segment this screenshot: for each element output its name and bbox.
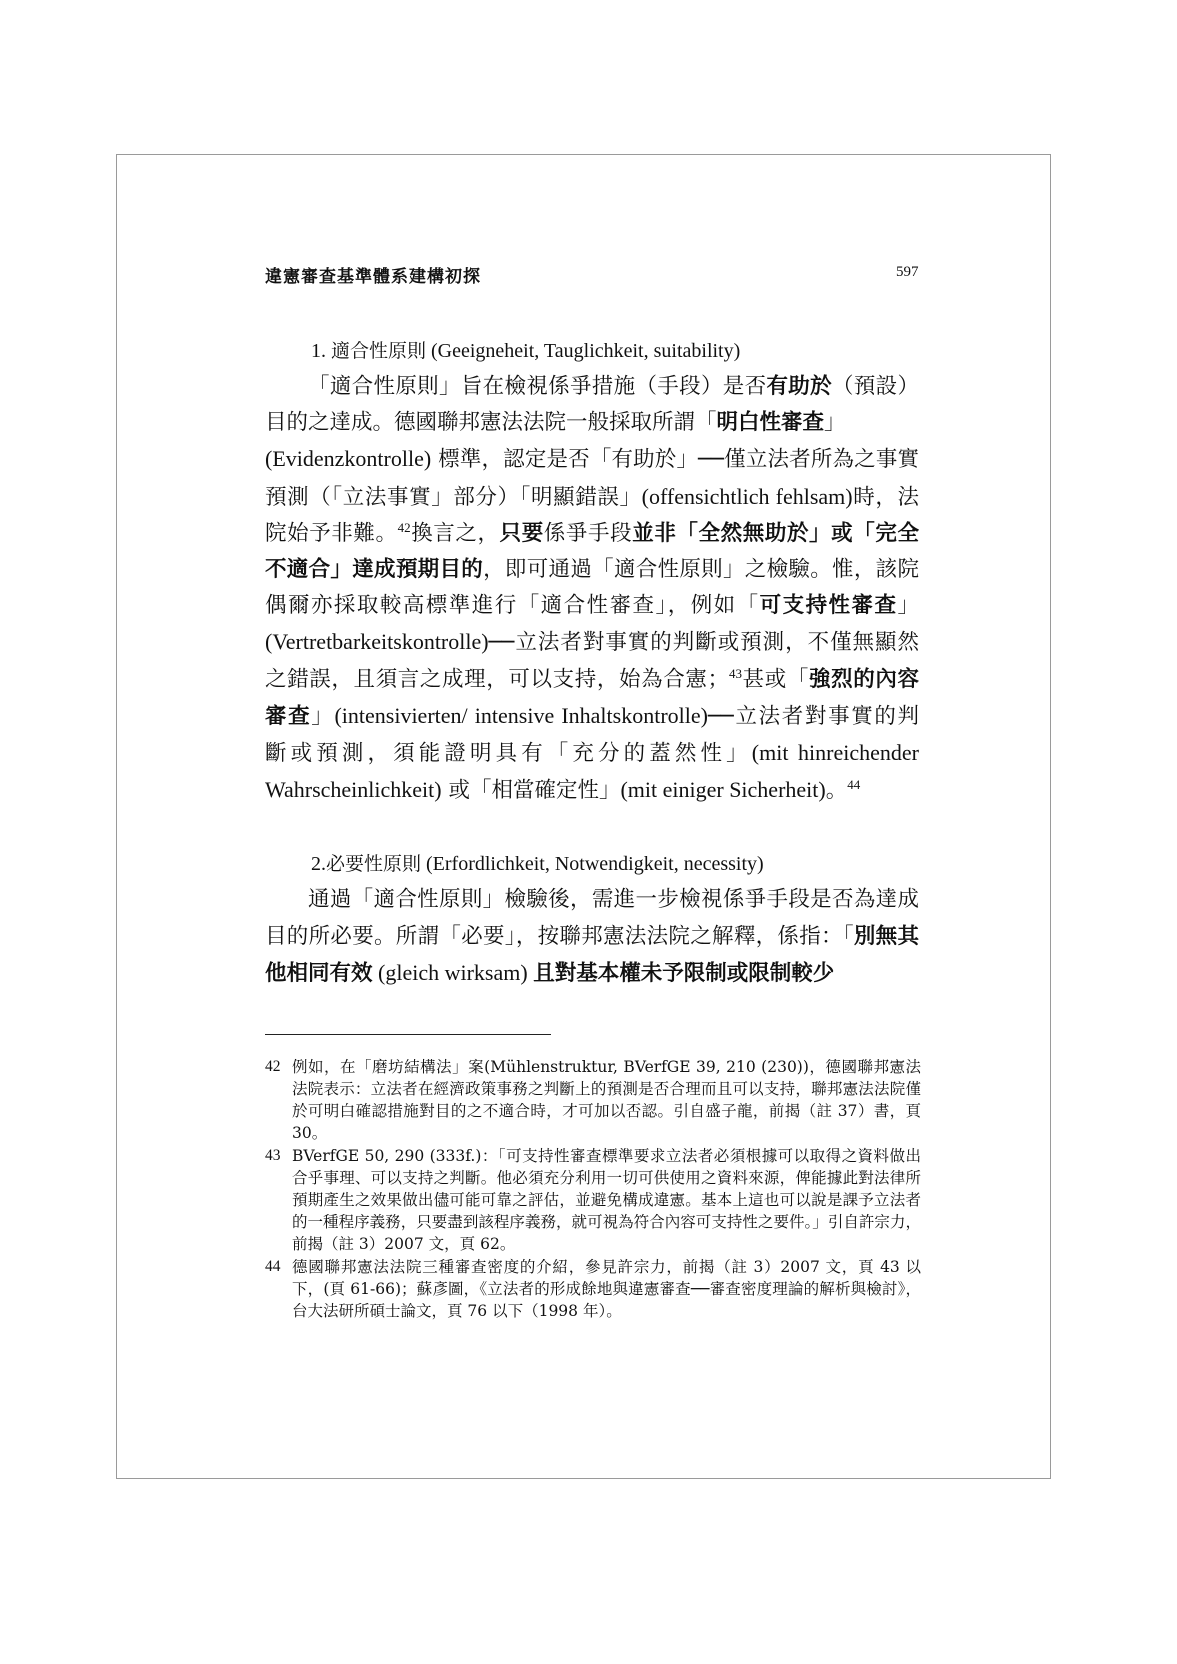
latin-run: (gleich wirksam) <box>372 959 534 985</box>
text-run: 標準，認定是否「有助於」──僅立法者所為之事實預測（「立法事實」部分）「明顯錯誤」 <box>265 447 919 510</box>
heading-en: (Erfordlichkeit, Notwendigkeit, necessity) <box>421 853 764 876</box>
text-run: 通過「適合性原則」檢驗後，需進一步檢視係爭手段是否為達成目的所必要。所謂「必要」，按聯邦憲法法院之解釋，係指：「 <box>265 887 919 949</box>
text-run: 時，法院始予非難。 <box>265 484 919 546</box>
bold-run: 且對基本權未予限制或限制較少 <box>533 960 835 986</box>
footnote-text: 德國聯邦憲法法院三種審查密度的介紹，參見許宗力，前揭（註 3）2007 文，頁 43 以下，(頁 61-66)；蘇彥圖，《立法者的形成餘地與違憲審查──審查密度理論的解析與檢討》，台大法研所碩士論文，頁 76 以下（1998 年）。 <box>292 1258 921 1320</box>
bold-run: 明白性審查 <box>716 410 825 436</box>
text-run: 」 <box>311 703 335 729</box>
text-run: 係爭手段 <box>543 520 633 546</box>
footnote-number: 44 <box>265 1258 281 1275</box>
text-run: ，即可通過「適合性原則」之檢驗。惟，該院偶爾亦採取較高標準進行「適合性審查」，例如「 <box>265 557 919 619</box>
main-body <box>265 336 919 992</box>
section-heading-suitability <box>311 336 919 365</box>
paragraph-necessity <box>265 882 919 992</box>
latin-run: (mit einiger Sicherheit) <box>620 777 826 803</box>
text-run: ──立法者對事實的判斷或預測，不僅無顯然之錯誤，且須言之成理，可以支持，始為合憲； <box>265 630 919 692</box>
text-run: 甚或「 <box>741 666 809 692</box>
text-run: 」 <box>897 593 919 619</box>
section-necessity <box>265 849 919 992</box>
footnote-42 <box>265 1056 921 1144</box>
running-header-title: 違憲審查基準體系建構初探 <box>265 267 481 287</box>
text-run: 換言之， <box>410 520 500 546</box>
text-run: （預設）目的之達成。德國聯邦憲法法院一般採取所謂「 <box>265 374 919 436</box>
paragraph-suitability <box>265 369 919 809</box>
footnote-ref-44[interactable]: 44 <box>847 777 861 793</box>
footnote-44 <box>265 1256 921 1322</box>
footnote-text: BVerfGE 50, 290 (333f.)：「可支持性審查標準要求立法者必須根據可以取得之資料做出合乎事理、可以支持之判斷。他必須充分利用一切可供使用之資料來源，俾能據此對法律所預期產生之效果做出儘可能可靠之評估，並避免構成違憲。基本上這也可以說是課予立法者的一種程序義務，只要盡到該程序義務，就可視為符合內容可支持性之要件。」引自許宗力，前揭（註 3）2007 文，頁 62。 <box>292 1147 921 1253</box>
bold-run: 別無其他相同有效 <box>265 923 919 986</box>
latin-run: (mit hinreichender Wahrscheinlichkeit) <box>265 740 919 803</box>
heading-zh: 適合性原則 <box>331 340 427 362</box>
section-heading-necessity <box>311 849 919 878</box>
footnote-separator <box>265 1034 551 1035</box>
footnotes <box>265 1056 921 1323</box>
bold-run: 只要 <box>499 520 544 546</box>
bold-run: 並非「全然無助於」或「完全不適合」達成預期目的 <box>265 520 919 583</box>
footnote-number: 42 <box>265 1058 281 1075</box>
footnote-43 <box>265 1145 921 1255</box>
text-run: 。 <box>825 778 848 804</box>
heading-en: (Geeigneheit, Tauglichkeit, suitability) <box>426 340 741 362</box>
latin-run: (Vertretbarkeitskontrolle) <box>265 629 489 655</box>
bold-run: 強烈的內容審查 <box>265 666 919 729</box>
heading-zh: 必要性原則 <box>326 853 422 876</box>
bold-run: 有助於 <box>766 374 832 399</box>
latin-run: (intensivierten/ intensive Inhaltskontrolle) <box>334 702 708 728</box>
latin-run: (offensichtlich fehlsam) <box>641 483 853 509</box>
text-run: ──立法者對事實的判斷或預測，須能證明具有「充分的蓋然性」 <box>265 703 919 767</box>
footnote-ref-42[interactable]: 42 <box>397 519 411 535</box>
footnote-text: 例如，在「磨坊結構法」案(Mühlenstruktur, BVerfGE 39, 210 (230))，德國聯邦憲法法院表示：立法者在經濟政策事務之判斷上的預測是否合理而且可以支持，聯邦憲法法院僅於可明白確認措施對目的之不適合時，才可加以否認。引自盛子龍，前揭（註 37）書，頁 30。 <box>292 1058 921 1142</box>
text-run: 」 <box>824 410 846 436</box>
heading-number: 1. <box>311 340 331 362</box>
heading-number: 2. <box>311 853 326 876</box>
bold-run: 可支持性審查 <box>759 593 898 619</box>
latin-run: (Evidenzkontrolle) <box>265 446 432 472</box>
text-run: 「適合性原則」旨在檢視係爭措施（手段）是否 <box>308 374 767 399</box>
page-number: 597 <box>896 264 919 280</box>
footnote-ref-43[interactable]: 43 <box>728 665 742 681</box>
footnote-number: 43 <box>265 1147 281 1164</box>
text-run: 或「相當確定性」 <box>441 778 621 804</box>
